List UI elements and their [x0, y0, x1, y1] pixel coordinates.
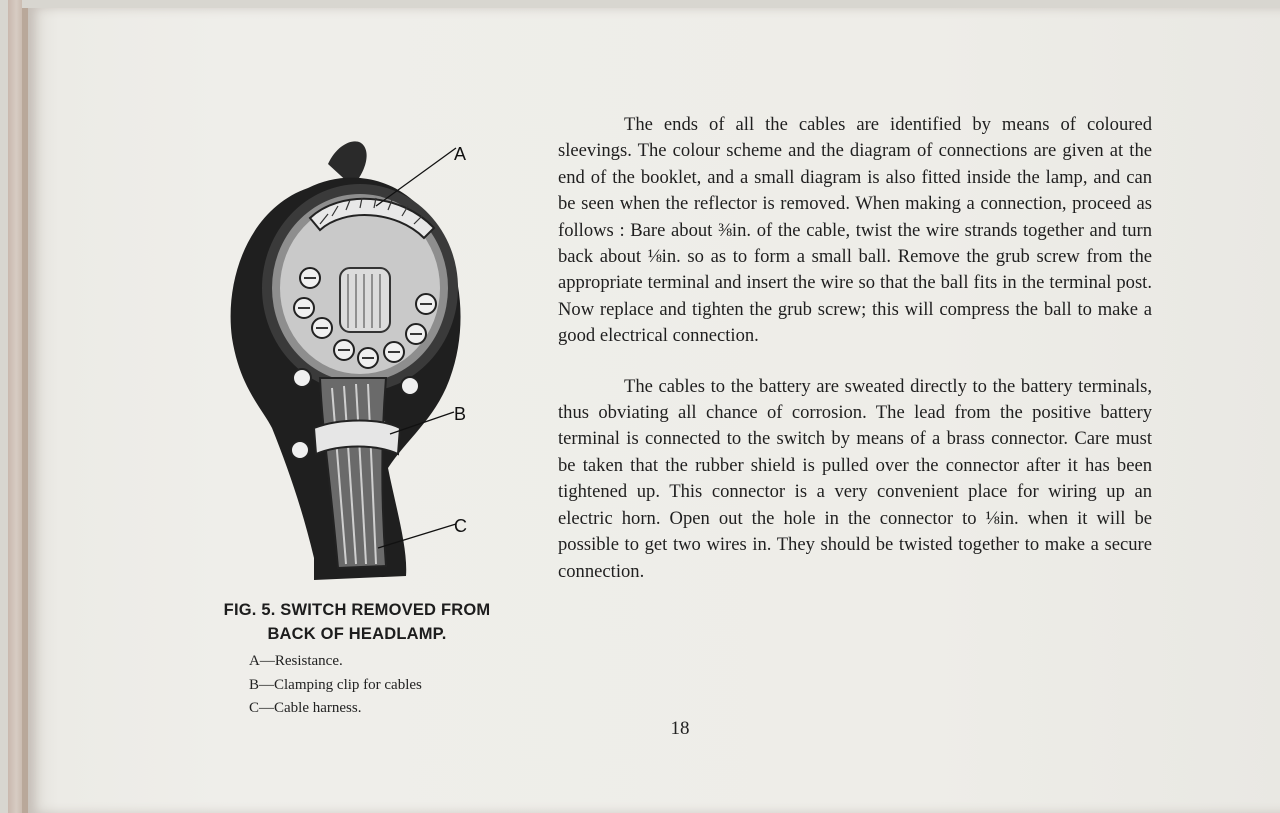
- caption-line-2: BACK OF HEADLAMP.: [267, 625, 447, 643]
- figure-legend: [249, 650, 519, 721]
- switch-illustration: [210, 128, 500, 588]
- legend-item-a: A—Resistance.: [249, 653, 343, 669]
- legend-item-c: C—Cable harness.: [249, 700, 362, 716]
- label-b: B: [454, 404, 467, 424]
- figure-caption: [192, 598, 522, 646]
- body-text: [558, 112, 1152, 585]
- caption-line-1: FIG. 5. SWITCH REMOVED FROM: [223, 601, 491, 619]
- legend-item-b: B—Clamping clip for cables: [249, 676, 422, 693]
- label-c: C: [454, 516, 467, 536]
- book-spine-edge: [8, 0, 22, 813]
- label-a: A: [454, 144, 467, 164]
- paragraph-2: The cables to the battery are sweated directly to the battery terminals, thus obviating all chance of corrosion. The lead from the positive battery terminal is connected to the switch by means of a brass connector. Care must be taken that the rubber shield is pulled over the connector after it has been tightened up. This connector is a very convenient place for wiring up an electric horn. Open out the hole in the connector to ⅛in. when it will be possible to get two wires in. They should be twisted together to make a secure connection.: [558, 375, 1152, 582]
- page-number: 18: [670, 718, 690, 739]
- paragraph-1: The ends of all the cables are identified by means of coloured sleevings. The colour scheme and the diagram of connections are given at the end of the booklet, and a small diagram is also fitted inside the lamp, and can be seen when the reflector is removed. When making a connection, proceed as follows : Bare about ⅜in. of the cable, twist the wire strands together and turn back about ⅛in. so as to form a small ball. Remove the grub screw from the appropriate terminal and insert the wire so that the ball fits in the terminal post. Now replace and tighten the grub screw; this will compress the ball to make a good electrical connection.: [558, 114, 1152, 347]
